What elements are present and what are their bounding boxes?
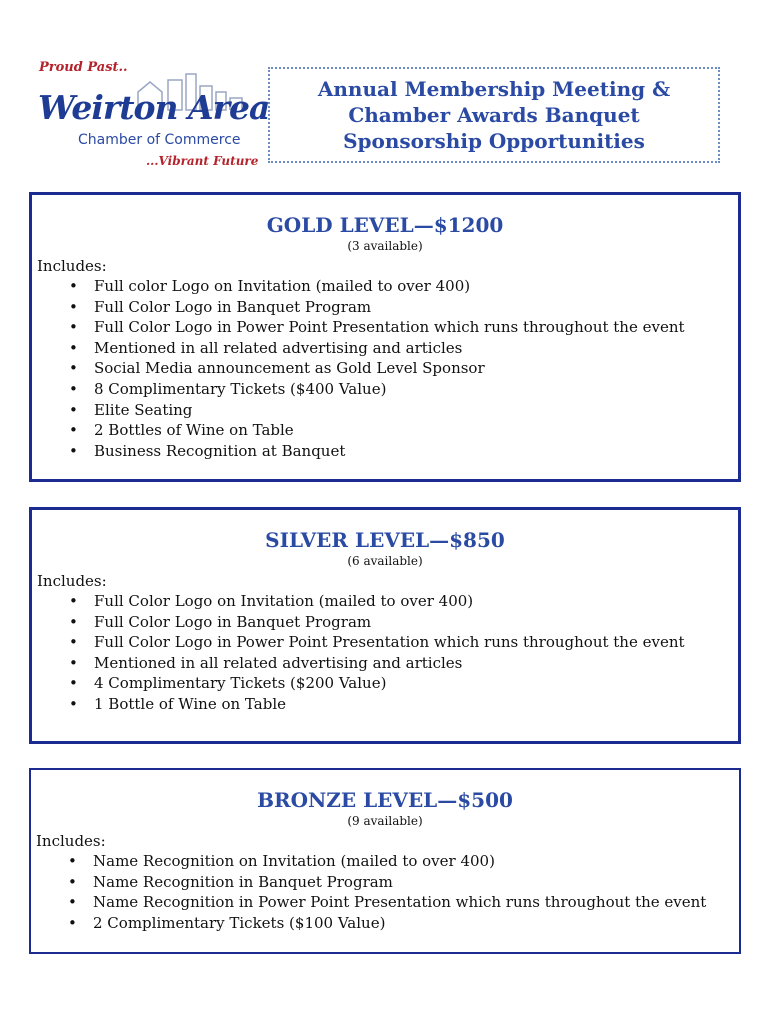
benefit-list — [31, 851, 739, 933]
list-item: • 1 Bottle of Wine on Table — [94, 694, 738, 715]
benefit-list — [32, 591, 738, 715]
title-line: Chamber Awards Banquet — [348, 103, 640, 127]
list-item: • 8 Complimentary Tickets ($400 Value) — [94, 379, 738, 400]
benefit-list — [32, 276, 738, 461]
list-item: • Full Color Logo on Invitation (mailed to over 400) — [94, 591, 738, 612]
list-item: • Mentioned in all related advertising and articles — [94, 338, 738, 359]
level-availability: (6 available) — [347, 554, 423, 568]
list-item: • 2 Bottles of Wine on Table — [94, 420, 738, 441]
list-item: • Full Color Logo in Power Point Presentation which runs throughout the event — [94, 317, 738, 338]
level-title: SILVER LEVEL—$850 — [265, 528, 505, 552]
title-line: Sponsorship Opportunities — [343, 129, 645, 153]
list-item: • Name Recognition in Power Point Presentation which runs throughout the event — [93, 892, 739, 913]
list-item: • Full Color Logo in Power Point Presentation which runs throughout the event — [94, 632, 738, 653]
list-item: • Full color Logo on Invitation (mailed to over 400) — [94, 276, 738, 297]
list-item: • Full Color Logo in Banquet Program — [94, 612, 738, 633]
includes-label: Includes: — [36, 832, 106, 850]
chamber-logo — [36, 58, 270, 176]
list-item: • Name Recognition in Banquet Program — [93, 872, 739, 893]
list-item: • Social Media announcement as Gold Level Sponsor — [94, 358, 738, 379]
silver-level-section — [29, 507, 741, 744]
list-item: • Name Recognition on Invitation (mailed to over 400) — [93, 851, 739, 872]
logo-tagline-top: Proud Past.. — [39, 60, 128, 75]
list-item: • Elite Seating — [94, 400, 738, 421]
list-item: • Mentioned in all related advertising and articles — [94, 653, 738, 674]
list-item: • 4 Complimentary Tickets ($200 Value) — [94, 673, 738, 694]
list-item: • Full Color Logo in Banquet Program — [94, 297, 738, 318]
includes-label: Includes: — [37, 572, 107, 590]
level-title: GOLD LEVEL—$1200 — [266, 213, 504, 237]
logo-name: Weirton Area — [38, 88, 270, 127]
level-availability: (3 available) — [347, 239, 423, 253]
title-box — [268, 67, 720, 163]
list-item: • Business Recognition at Banquet — [94, 441, 738, 462]
level-title: BRONZE LEVEL—$500 — [257, 788, 513, 812]
bronze-level-section — [29, 768, 741, 954]
page-title — [318, 76, 670, 154]
includes-label: Includes: — [37, 257, 107, 275]
level-availability: (9 available) — [347, 814, 423, 828]
list-item: • 2 Complimentary Tickets ($100 Value) — [93, 913, 739, 934]
logo-subtitle: Chamber of Commerce — [78, 132, 241, 148]
gold-level-section — [29, 192, 741, 482]
logo-tagline-bottom: ...Vibrant Future — [146, 154, 259, 168]
title-line: Annual Membership Meeting & — [317, 77, 671, 101]
